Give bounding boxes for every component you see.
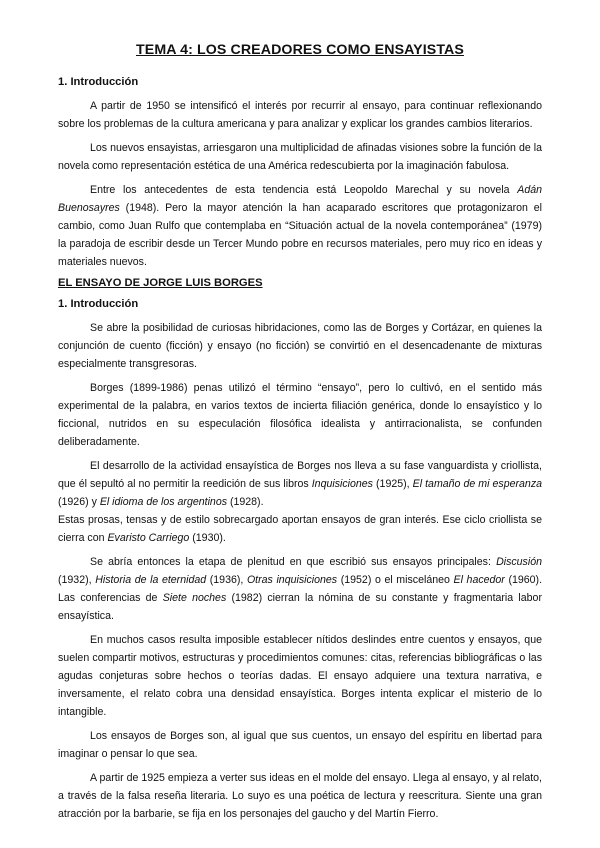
section-title: EL ENSAYO DE JORGE LUIS BORGES bbox=[58, 277, 263, 289]
section-heading: 1. Introducción bbox=[58, 298, 139, 310]
paragraph: A partir de 1950 se intensificó el interés por recurrir al ensayo, para continuar reflexionando sobre los problemas de la cultura americana y para analizar y explicar los grandes cambios literarios. bbox=[58, 100, 542, 130]
paragraph: El desarrollo de la actividad ensayística de Borges nos lleva a su fase vanguardista y criollista, que él sepultó al no permitir la reedición de sus libros Inquisiciones (1925), El tamaño de mi esperanza (1926) y El idioma de los argentinos (1928). bbox=[58, 460, 543, 508]
book-title: Siete noches bbox=[162, 592, 227, 604]
book-title: El hacedor bbox=[453, 574, 505, 586]
book-title: Adán Buenosayres bbox=[58, 184, 542, 214]
paragraph: Se abre la posibilidad de curiosas hibridaciones, como las de Borges y Cortázar, en quienes la conjunción de cuento (ficción) y ensayo (no ficción) se convirtió en el desencadenante de mixturas especialmente transgresoras. bbox=[58, 322, 542, 370]
book-title: Otras inquisiciones bbox=[246, 574, 338, 586]
book-title: Inquisiciones bbox=[311, 478, 373, 490]
book-title: Discusión bbox=[496, 556, 542, 568]
section-heading: 1. Introducción bbox=[58, 76, 139, 88]
book-title: El tamaño de mi esperanza bbox=[412, 478, 543, 490]
book-title: El idioma de los argentinos bbox=[99, 496, 228, 508]
paragraph: Entre los antecedentes de esta tendencia está Leopoldo Marechal y su novela Adán Buenosayres (1948). Pero la mayor atención la han acaparado escritores que protagonizaron el cambio, como Juan Rulfo que contemplaba en “Situación actual de la novela contemporánea” (1979) la paradoja de escribir desde un Tercer Mundo pobre en recursos materiales, pero muy rico en ideas y materiales nuevos. bbox=[58, 184, 542, 268]
document-title: TEMA 4: LOS CREADORES COMO ENSAYISTAS bbox=[136, 42, 464, 58]
book-title: Evaristo Carriego bbox=[107, 532, 190, 544]
paragraph: En muchos casos resulta imposible establecer nítidos deslindes entre cuentos y ensayos, que suelen compartir motivos, estructuras y procedimientos comunes: citas, referencias bibliográficas o las agudas conjeturas sobre hechos o teorías dadas. El ensayo adquiere una textura narrativa, e inversamente, el relato cobra una densidad ensayística. Borges intenta explicar el misterio de lo intangible. bbox=[58, 634, 542, 718]
paragraph: Los nuevos ensayistas, arriesgaron una multiplicidad de afinadas visiones sobre la función de la novela como representación estética de una América redescubierta por la imaginación fabulosa. bbox=[58, 142, 542, 172]
paragraph: Estas prosas, tensas y de estilo sobrecargado aportan ensayos de gran interés. Ese ciclo criollista se cierra con Evaristo Carriego (1930). bbox=[58, 514, 542, 544]
paragraph: Los ensayos de Borges son, al igual que sus cuentos, un ensayo del espíritu en libertad para imaginar o pensar lo que sea. bbox=[58, 730, 542, 760]
paragraph: Se abría entonces la etapa de plenitud en que escribió sus ensayos principales: Discusión (1932), Historia de la eternidad (1936), Otras inquisiciones (1952) o el misceláneo El hacedor (1960). Las conferencias de Siete noches (1982) cierran la nómina de su constante y fragmentaria labor ensayística. bbox=[58, 556, 543, 622]
paragraph: Borges (1899-1986) penas utilizó el término “ensayo”, pero lo cultivó, en el sentido más experimental de la palabra, en varios textos de incierta filiación genérica, donde lo ensayístico y lo ficcional, nutridos en su especulación filosófica idealista y antirracionalista, se confunden deliberadamente. bbox=[58, 382, 542, 448]
book-title: Historia de la eternidad bbox=[95, 574, 207, 586]
paragraph: A partir de 1925 empieza a verter sus ideas en el molde del ensayo. Llega al ensayo, y al relato, a través de la falsa reseña literaria. Lo suyo es una poética de lectura y reescritura. Siente una gran atracción por la barbarie, se fija en los personajes del gaucho y del Martín Fierro. bbox=[58, 772, 542, 820]
